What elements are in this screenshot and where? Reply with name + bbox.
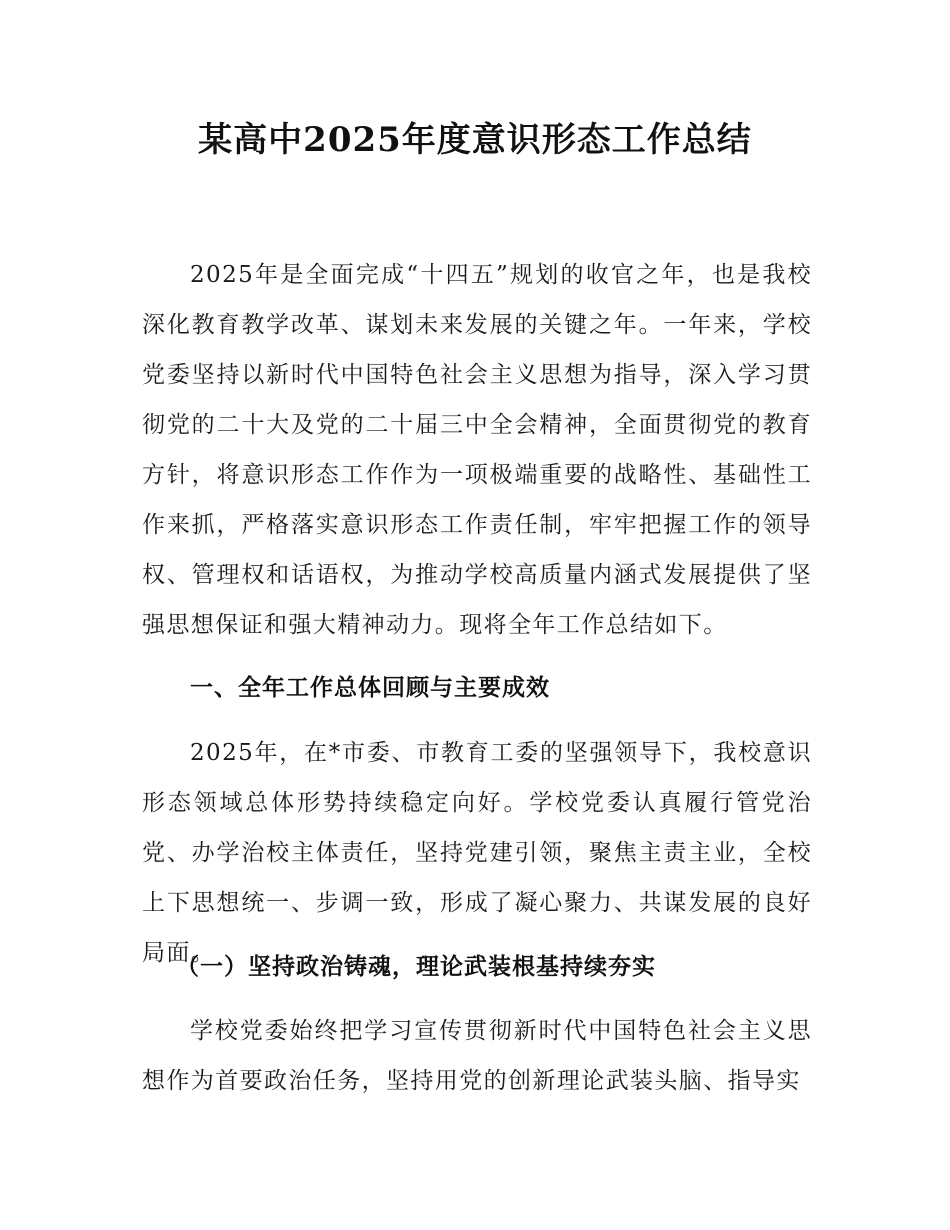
section-heading-1: 一、全年工作总体回顾与主要成效 xyxy=(190,675,550,701)
paragraph-intro: 2025年是全面完成“十四五”规划的收官之年，也是我校深化教育教学改革、谋划未来发展的关键之年。一年来，学校党委坚持以新时代中国特色社会主义思想为指导，深入学习贯彻党的二十大及党的二十届三中全会精神，全面贯彻党的教育方针，将意识形态工作作为一项极端重要的战略性、基础性工作来抓，严格落实意识形态工作责任制，牢牢把握工作的领导权、管理权和话语权，为推动学校高质量内涵式发展提供了坚强思想保证和强大精神动力。现将全年工作总结如下。 xyxy=(142,262,812,638)
paragraph-overview: 2025年，在*市委、市教育工委的坚强领导下，我校意识形态领域总体形势持续稳定向好。学校党委认真履行管党治党、办学治校主体责任，坚持党建引领，聚焦主责主业，全校上下思想统一、步调一致，形成了凝心聚力、共谋发展的良好局面。 xyxy=(142,740,812,966)
subsection-heading-1: （一）坚持政治铸魂，理论武装根基持续夯实 xyxy=(176,954,656,980)
paragraph-theory: 学校党委始终把学习宣传贯彻新时代中国特色社会主义思想作为首要政治任务，坚持用党的创新理论武装头脑、指导实 xyxy=(142,1018,812,1094)
document-title: 某高中2025年度意识形态工作总结 xyxy=(198,120,752,160)
